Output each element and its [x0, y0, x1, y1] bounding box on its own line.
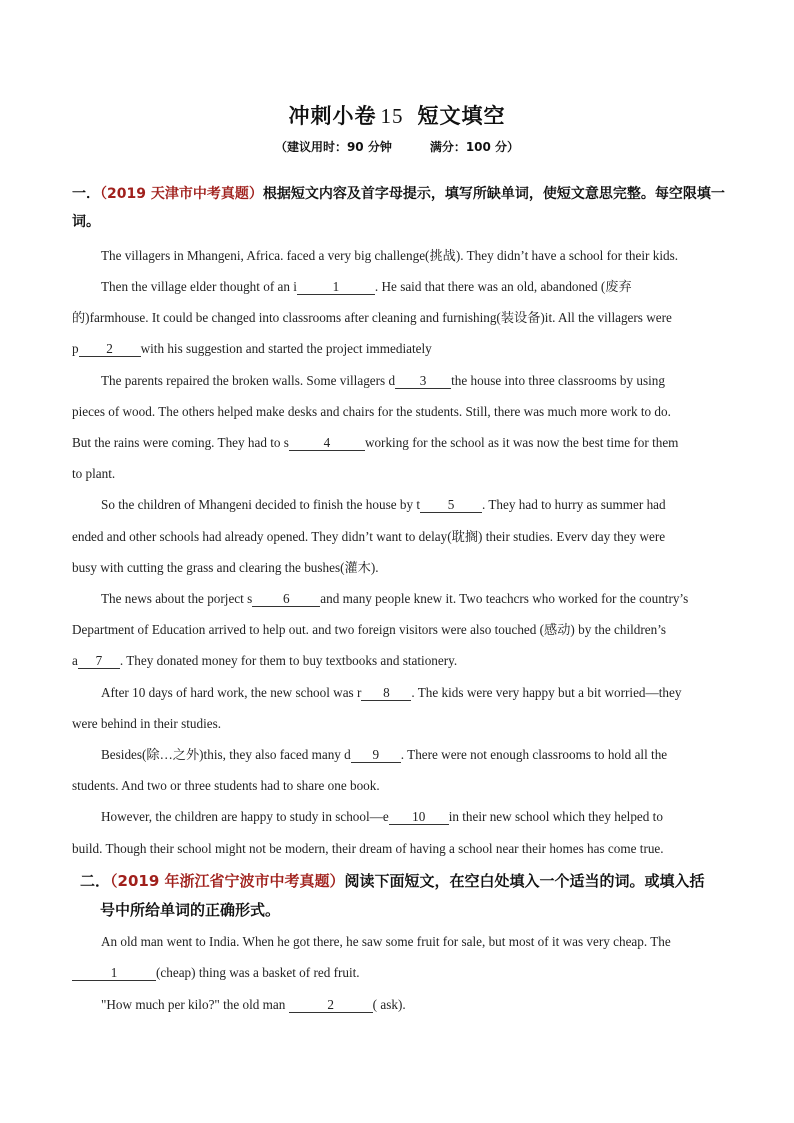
section2-heading: [80, 867, 735, 925]
line-text: were behind in their studies.: [72, 716, 222, 731]
blank-9[interactable]: 9: [351, 748, 401, 763]
passage1-line: [101, 496, 666, 514]
line-text: ended and other schools had already opened. They didn’t want to delay(耽搁) their studies. Everv day they were: [72, 529, 666, 544]
section2-source: （2019 年浙江省宁波市中考真题）: [110, 872, 345, 890]
line-text: An old man went to India. When he got there, he saw some fruit for sale, but most of it was very cheap. The: [101, 934, 671, 949]
passage1-line: [72, 309, 672, 327]
line-text: The villagers in Mhangeni, Africa. faced a very big challenge(挑战). They didn’t have a school for their kids.: [101, 248, 679, 263]
title-number: 15: [380, 104, 404, 128]
passage1-line: [72, 652, 457, 670]
line-text: However, the children are happy to study in school—e: [101, 809, 389, 824]
line-text: So the children of Mhangeni decided to finish the house by t: [101, 497, 420, 512]
passage1-line: [101, 372, 665, 390]
line-text: . They had to hurry as summer had: [482, 497, 666, 512]
passage1-line: [101, 590, 688, 608]
section1-instruction: 根据短文内容及首字母提示，填写所缺单词，使短文意思完整。每空限填一词。: [72, 186, 725, 230]
line-text: The news about the porject s: [101, 591, 253, 606]
line-text: But the rains were coming. They had to s: [72, 435, 289, 450]
full-score: 满分：100 分）: [429, 140, 520, 154]
passage1-line: [72, 528, 665, 546]
blank-2[interactable]: 2: [79, 342, 141, 357]
line-text: (cheap) thing was a basket of red fruit.: [156, 965, 360, 980]
blank-6[interactable]: 6: [252, 592, 320, 607]
line-text: The parents repaired the broken walls. Some villagers d: [101, 373, 396, 388]
line-text: Department of Education arrived to help out. and two foreign visitors were also touched (感动) by the children’s: [72, 622, 667, 637]
blank-2-1[interactable]: 1: [72, 966, 156, 981]
blank-5[interactable]: 5: [420, 498, 482, 513]
passage1-line: [72, 777, 380, 795]
passage1-line: [72, 340, 432, 358]
line-text: 的)farmhouse. It could be changed into classrooms after cleaning and furnishing(装设备)it. All the villagers were: [72, 310, 672, 325]
blank-3[interactable]: 3: [395, 374, 451, 389]
passage1-line: [101, 808, 663, 826]
line-text: a: [72, 653, 78, 668]
passage1-line: [72, 434, 678, 452]
line-text: Then the village elder thought of an i: [101, 279, 297, 294]
blank-7[interactable]: 7: [78, 654, 120, 669]
title-prefix: 冲刺小卷: [288, 104, 377, 128]
line-text: pieces of wood. The others helped make desks and chairs for the students. Still, there was much more work to do.: [72, 404, 671, 419]
passage1-line: [101, 278, 632, 296]
passage1-line: [72, 559, 379, 577]
title-topic: 短文填空: [417, 104, 506, 128]
blank-4[interactable]: 4: [289, 436, 365, 451]
line-text: . They donated money for them to buy textbooks and stationery.: [119, 653, 458, 668]
section2-instruction: 阅读下面短文，在空白处填入一个适当的词。或填入括: [344, 872, 705, 890]
line-text: with his suggestion and started the project immediately: [140, 341, 432, 356]
passage1-line: [101, 684, 681, 702]
passage1-line: [72, 621, 666, 639]
blank-2-2[interactable]: 2: [289, 998, 373, 1013]
section1-heading: [72, 180, 727, 236]
blank-10[interactable]: 10: [389, 810, 449, 825]
passage1-line: [72, 840, 664, 858]
section2-number: 二．: [80, 872, 111, 890]
section2-instruction-cont: 号中所给单词的正确形式。: [100, 901, 281, 919]
passage1-line: [72, 465, 115, 483]
section1-source: （2019 天津市中考真题）: [100, 186, 263, 202]
line-text: Besides(除…之外)this, they also faced many d: [101, 747, 351, 762]
line-text: . He said that there was an old, abandoned (废弃: [374, 279, 632, 294]
line-text: working for the school as it was now the best time for them: [364, 435, 679, 450]
passage1-line: [101, 247, 678, 265]
line-text: p: [72, 341, 79, 356]
line-text: After 10 days of hard work, the new school was r: [101, 685, 362, 700]
passage1-line: [72, 715, 221, 733]
page-subtitle: [0, 138, 794, 155]
line-text: and many people knew it. Two teachcrs who worked for the country’s: [320, 591, 689, 606]
line-text: . The kids were very happy but a bit worried—they: [411, 685, 682, 700]
passage2-line: [101, 996, 406, 1014]
suggested-time: （建议用时：90 分钟: [274, 140, 392, 154]
passage2-line: [72, 964, 360, 982]
passage1-line: [101, 746, 667, 764]
blank-1[interactable]: 1: [297, 280, 375, 295]
line-text: to plant.: [72, 466, 116, 481]
section1-number: 一．: [72, 186, 100, 202]
line-text: . There were not enough classrooms to hold all the: [400, 747, 668, 762]
passage2-line: [101, 933, 671, 951]
line-text: students. And two or three students had to share one book.: [72, 778, 380, 793]
line-text: "How much per kilo?" the old man: [101, 997, 289, 1012]
line-text: the house into three classrooms by using: [451, 373, 665, 388]
line-text: busy with cutting the grass and clearing the bushes(灌木).: [72, 560, 379, 575]
blank-8[interactable]: 8: [361, 686, 411, 701]
page-title: [0, 100, 794, 130]
line-text: build. Though their school might not be modern, their dream of having a school near their homes has come true.: [72, 841, 664, 856]
passage1-line: [72, 403, 671, 421]
line-text: in their new school which they helped to: [448, 809, 663, 824]
line-text: ( ask).: [372, 997, 406, 1012]
